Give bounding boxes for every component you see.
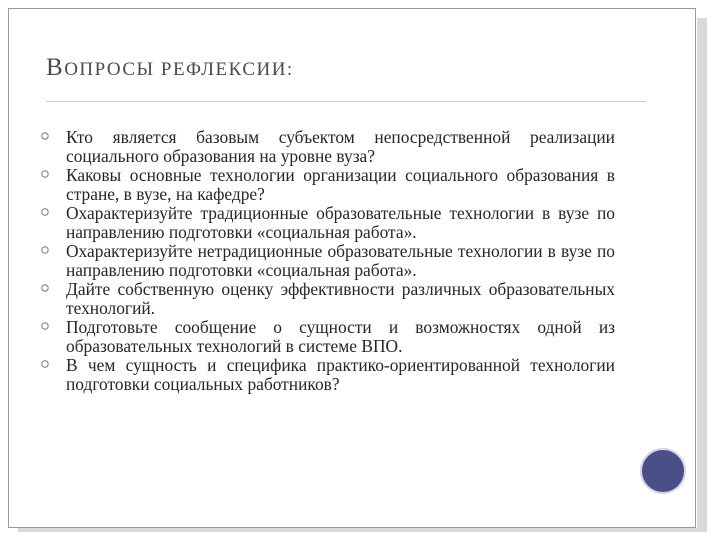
circle-bullet-icon bbox=[41, 284, 49, 292]
question-text: В чем сущность и специфика практико-ориентированной технологии подготовки социальных работников? bbox=[66, 355, 615, 394]
list-item bbox=[40, 280, 615, 318]
list-item bbox=[40, 204, 615, 242]
list-item bbox=[40, 166, 615, 204]
title-divider bbox=[46, 101, 646, 102]
list-item bbox=[40, 242, 615, 280]
question-list bbox=[40, 128, 615, 394]
circle-bullet-icon bbox=[41, 322, 49, 330]
slide-title-rest: ОПРОСЫ РЕФЛЕКСИИ: bbox=[64, 59, 294, 80]
slide-title-initial: В bbox=[46, 54, 65, 81]
frame-shadow-right bbox=[697, 18, 707, 530]
circle-bullet-icon bbox=[41, 132, 49, 140]
question-text: Каковы основные технологии организации социального образования в стране, в вузе, на кафедре? bbox=[66, 165, 615, 204]
list-item bbox=[40, 318, 615, 356]
question-text: Кто является базовым субъектом непосредственной реализации социального образования на уровне вуза? bbox=[66, 127, 615, 166]
circle-bullet-icon bbox=[41, 360, 49, 368]
question-text: Охарактеризуйте традиционные образовательные технологии в вузе по направлению подготовки «социальная работа». bbox=[66, 203, 615, 242]
list-item bbox=[40, 356, 615, 394]
decorative-circle-icon bbox=[640, 448, 686, 494]
question-text: Подготовьте сообщение о сущности и возможностях одной из образовательных технологий в системе ВПО. bbox=[66, 317, 615, 356]
circle-bullet-icon bbox=[41, 246, 49, 254]
circle-bullet-icon bbox=[41, 170, 49, 178]
question-text: Охарактеризуйте нетрадиционные образовательные технологии в вузе по направлению подготовки «социальная работа». bbox=[66, 241, 615, 280]
question-text: Дайте собственную оценку эффективности различных образовательных технологий. bbox=[66, 279, 615, 318]
list-item bbox=[40, 128, 615, 166]
circle-bullet-icon bbox=[41, 208, 49, 216]
frame-shadow-bottom bbox=[18, 528, 707, 532]
slide-title bbox=[46, 54, 294, 82]
